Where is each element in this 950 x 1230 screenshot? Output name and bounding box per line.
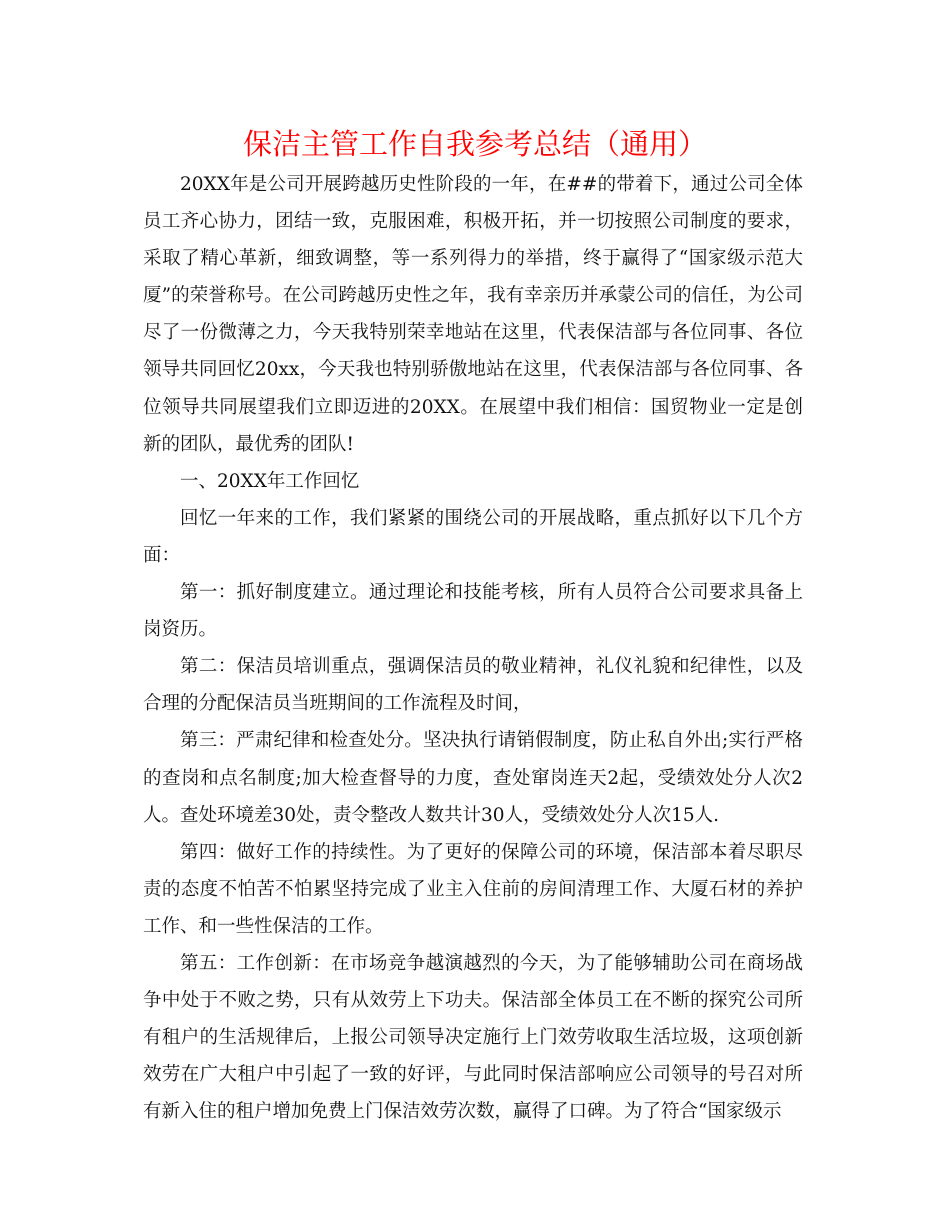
paragraph-first: 第一：抓好制度建立。通过理论和技能考核，所有人员符合公司要求具备上岗资历。 xyxy=(143,582,803,641)
paragraph-intro: 20XX年是公司开展跨越历史性阶段的一年，在##的带着下，通过公司全体员工齐心协力，团结一致，克服困难，积极开拓，并一切按照公司制度的要求，采取了精心革新，细致调整，等一系列得力的举措，终于赢得了“国家级示范大厦”的荣誉称号。在公司跨越历史性之年，我有幸亲历并承蒙公司的信任，为公司尽了一份微薄之力，今天我特别荣幸地站在这里，代表保洁部与各位同事、各位领导共同回忆20xx，今天我也特别骄傲地站在这里，代表保洁部与各位同事、各位领导共同展望我们立即迈进的20XX。在展望中我们相信：国贸物业一定是创新的团队，最优秀的团队! xyxy=(143,174,803,455)
document-body xyxy=(143,166,803,1130)
paragraph-fifth: 第五：工作创新：在市场竞争越演越烈的今天，为了能够辅助公司在商场战争中处于不败之势，只有从效劳上下功夫。保洁部全体员工在不断的探究公司所有租户的生活规律后，上报公司领导决定施行上门效劳收取生活垃圾，这项创新效劳在广大租户中引起了一致的好评，与此同时保洁部响应公司领导的号召对所有新入住的租户增加免费上门保洁效劳次数，赢得了口碑。为了符合“国家级示 xyxy=(143,952,803,1123)
paragraph-review: 回忆一年来的工作，我们紧紧的围绕公司的开展战略，重点抓好以下几个方面： xyxy=(143,507,803,566)
section-heading: 一、20XX年工作回忆 xyxy=(180,470,360,492)
document-title: 保洁主管工作自我参考总结（通用） xyxy=(242,127,707,161)
paragraph-fourth: 第四：做好工作的持续性。为了更好的保障公司的环境，保洁部本着尽职尽责的态度不怕苦不怕累坚持完成了业主入住前的房间清理工作、大厦石材的养护工作、和一些性保洁的工作。 xyxy=(143,841,803,937)
paragraph-third: 第三：严肃纪律和检查处分。坚决执行请销假制度，防止私自外出;实行严格的查岗和点名制度;加大检查督导的力度，查处窜岗连天2起，受绩效处分人次2人。查处环境差30处，责令整改人数共计30人，受绩效处分人次15人. xyxy=(143,730,803,826)
paragraph-second: 第二：保洁员培训重点，强调保洁员的敬业精神，礼仪礼貌和纪律性，以及合理的分配保洁员当班期间的工作流程及时间， xyxy=(143,656,803,715)
